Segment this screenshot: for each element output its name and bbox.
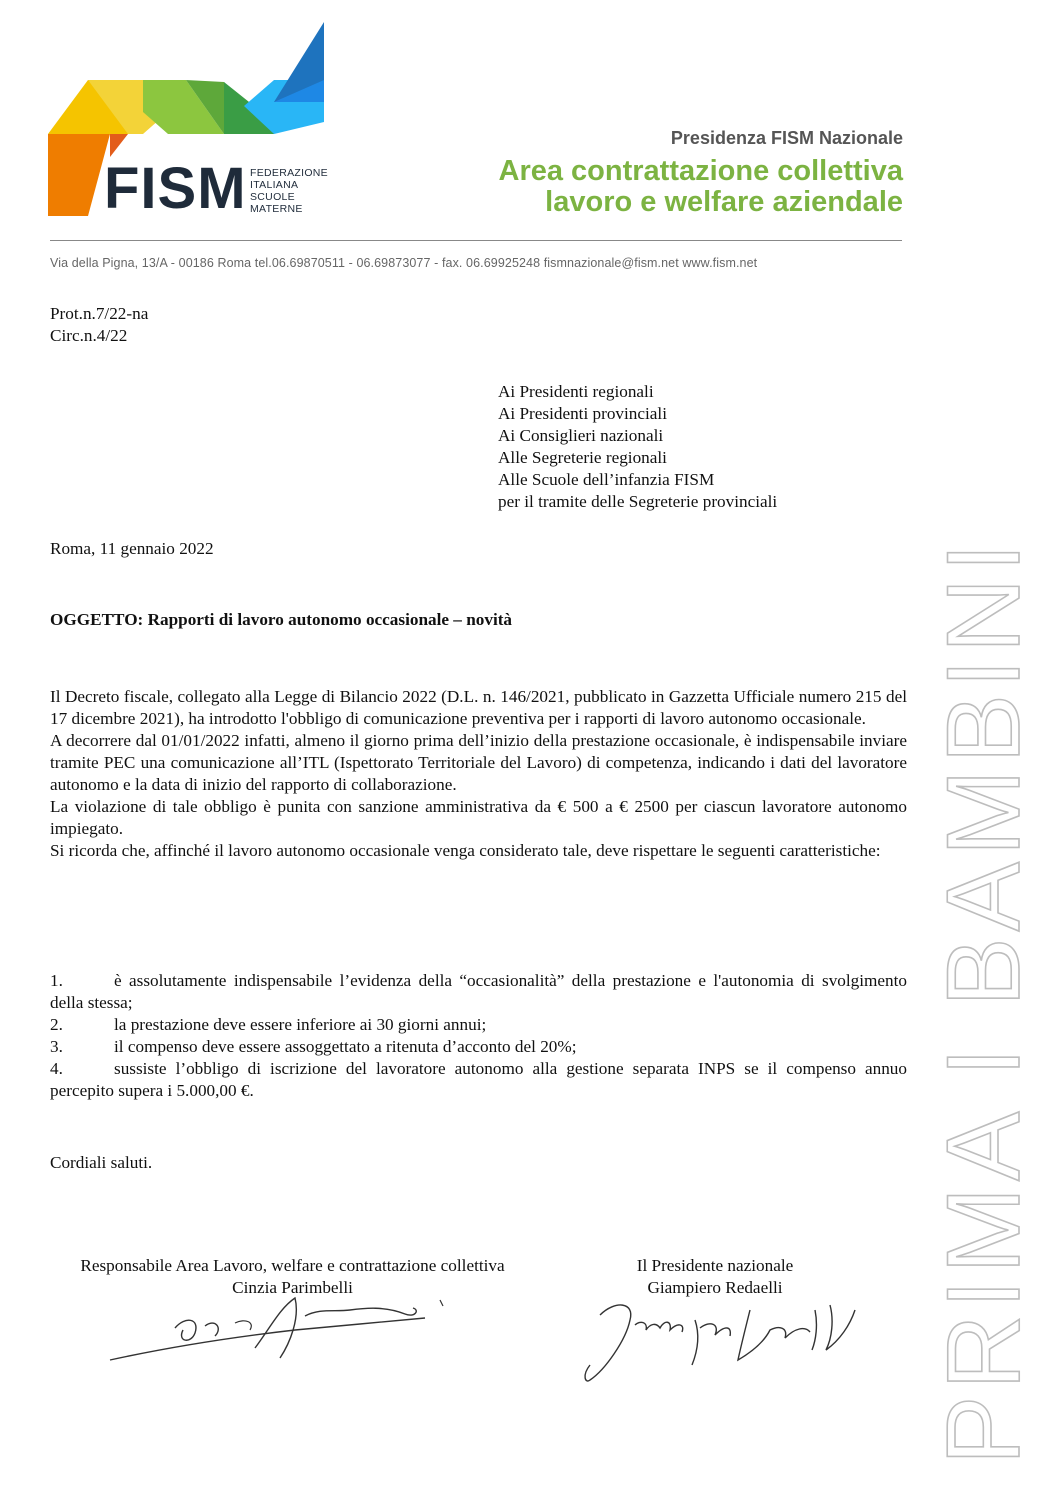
body-paragraph: La violazione di tale obbligo è punita con sanzione amministrativa da € 500 a € 2500 per ciascun lavoratore autonomo impiegato. bbox=[50, 797, 907, 838]
letter-subject: OGGETTO: Rapporti di lavoro autonomo occasionale – novità bbox=[50, 610, 513, 629]
address-line: Via della Pigna, 13/A - 00186 Roma tel.06.69870511 - 06.69873077 - fax. 06.69925248 fismnazionale@fism.net www.fism.net bbox=[50, 256, 758, 270]
area-heading bbox=[499, 156, 904, 218]
recipient-line: per il tramite delle Segreterie provinciali bbox=[498, 492, 778, 511]
logo-subtitle-line: FEDERAZIONE bbox=[250, 167, 328, 179]
recipients-block bbox=[498, 381, 777, 513]
list-item-number: 2. bbox=[50, 1015, 63, 1034]
protocol-block bbox=[50, 303, 148, 347]
list-item-number: 4. bbox=[50, 1059, 63, 1078]
logo-subtitle bbox=[250, 167, 328, 215]
list-item bbox=[50, 1036, 907, 1058]
list-item-text: sussiste l’obbligo di iscrizione del lavoratore autonomo alla gestione separata INPS se il compenso annuo percepito supera i 5.000,00 €. bbox=[50, 1059, 907, 1100]
area-heading-line1: Area contrattazione collettiva bbox=[498, 155, 903, 187]
recipient-line: Alle Scuole dell’infanzia FISM bbox=[498, 470, 715, 489]
logo-subtitle-line: MATERNE bbox=[250, 203, 303, 215]
presidenza-heading: Presidenza FISM Nazionale bbox=[670, 128, 903, 148]
circular-number: Circ.n.4/22 bbox=[50, 326, 128, 345]
handwritten-signature-right bbox=[560, 1280, 870, 1390]
list-item-number: 3. bbox=[50, 1037, 63, 1056]
area-heading-line2: lavoro e welfare aziendale bbox=[545, 186, 903, 218]
handwritten-signature-left bbox=[105, 1288, 455, 1368]
logo-subtitle-line: ITALIANA bbox=[250, 179, 299, 191]
closing-line: Cordiali saluti. bbox=[50, 1153, 153, 1172]
left-signer-name: Cinzia Parimbelli bbox=[232, 1278, 353, 1297]
body-paragraph: Si ricorda che, affinché il lavoro autonomo occasionale venga considerato tale, deve rispettare le seguenti caratteristiche: bbox=[50, 841, 881, 860]
body-paragraph: Il Decreto fiscale, collegato alla Legge di Bilancio 2022 (D.L. n. 146/2021, pubblicato in Gazzetta Ufficiale numero 215 del 17 dicembre 2021), ha introdotto l'obbligo di comunicazione preventiva per i rapporti di lavoro autonomo occasionale. bbox=[50, 687, 907, 728]
list-item bbox=[50, 1058, 907, 1102]
right-signer-role: Il Presidente nazionale bbox=[636, 1256, 794, 1275]
right-signer-name: Giampiero Redaelli bbox=[647, 1278, 783, 1297]
logo-subtitle-line: SCUOLE bbox=[250, 191, 295, 203]
header-divider bbox=[50, 240, 902, 241]
logo-wordmark: FISM bbox=[104, 156, 247, 221]
list-item bbox=[50, 1014, 907, 1036]
list-item-text: è assolutamente indispensabile l’evidenza della “occasionalità” della prestazione e l'autonomia di svolgimento della stessa; bbox=[50, 971, 907, 1012]
recipient-line: Ai Presidenti regionali bbox=[498, 382, 654, 401]
letter-date: Roma, 11 gennaio 2022 bbox=[50, 539, 214, 558]
list-item-text: il compenso deve essere assoggettato a ritenuta d’acconto del 20%; bbox=[114, 1037, 577, 1056]
list-item-number: 1. bbox=[50, 971, 63, 990]
list-item bbox=[50, 970, 907, 1014]
requirements-list bbox=[50, 970, 907, 1102]
protocol-number: Prot.n.7/22-na bbox=[50, 304, 149, 323]
recipient-line: Ai Presidenti provinciali bbox=[498, 404, 667, 423]
body-paragraph: A decorrere dal 01/01/2022 infatti, almeno il giorno prima dell’inizio della prestazione occasionale, è indispensabile inviare tramite PEC una comunicazione all’ITL (Ispettorato Territoriale del Lavoro) di competenza, indicando i dati del lavoratore autonomo e la data di inizio del rapporto di collaborazione. bbox=[50, 731, 907, 794]
letter-body bbox=[50, 686, 907, 862]
recipient-line: Alle Segreterie regionali bbox=[498, 448, 667, 467]
side-slogan: PRIMA I BAMBINI bbox=[926, 537, 1042, 1465]
recipient-line: Ai Consiglieri nazionali bbox=[498, 426, 664, 445]
left-signer-role: Responsabile Area Lavoro, welfare e contrattazione collettiva bbox=[80, 1256, 505, 1275]
list-item-text: la prestazione deve essere inferiore ai 30 giorni annui; bbox=[114, 1015, 487, 1034]
